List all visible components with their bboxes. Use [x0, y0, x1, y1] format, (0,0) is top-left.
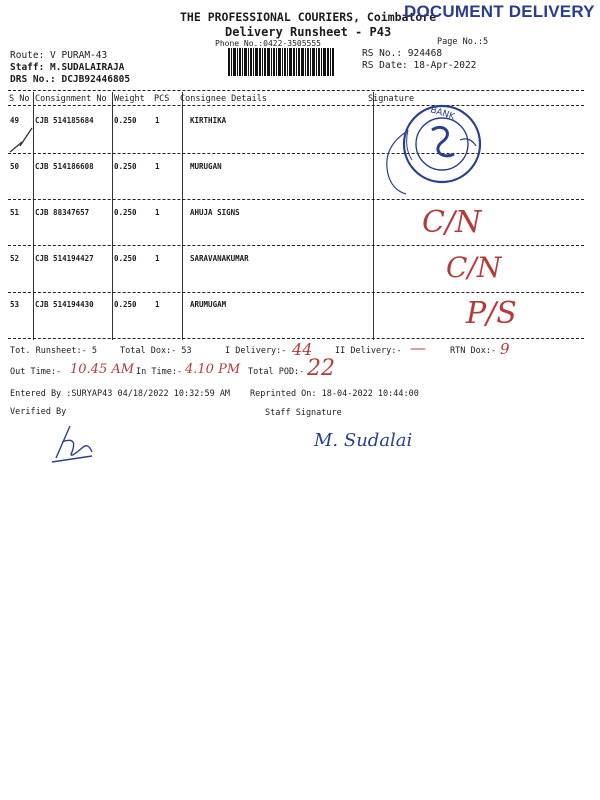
total-dox: Total Dox:- 53: [120, 346, 192, 356]
row-rule: [8, 153, 584, 154]
col-header-consignment: Consignment No: [35, 94, 107, 104]
ii-delivery-value: —: [410, 338, 426, 357]
staff-label: Staff: M.SUDALAIRAJA: [10, 62, 125, 73]
row-sno: 49: [10, 116, 20, 125]
col-divider: [182, 92, 183, 340]
staff-signature: M. Sudalai: [314, 430, 413, 451]
table-header-rule: [8, 105, 584, 106]
staff-signature-label: Staff Signature: [265, 408, 342, 418]
i-delivery-label: I Delivery:-: [225, 346, 287, 356]
col-divider: [112, 92, 113, 340]
row-pcs: 1: [155, 300, 160, 309]
in-time-value: 4.10 PM: [185, 362, 241, 377]
rtn-dox-label: RTN Dox:-: [450, 346, 497, 356]
row-sno: 52: [10, 254, 20, 263]
col-divider: [373, 92, 374, 340]
total-pod-label: Total POD:-: [248, 367, 305, 377]
phone-number: Phone No.:0422-3505555: [215, 39, 321, 48]
col-header-weight: Weight: [114, 94, 145, 104]
row-pcs: 1: [155, 116, 160, 125]
in-time-label: In Time:-: [136, 367, 183, 377]
document-delivery-stamp: DOCUMENT DELIVERY: [404, 2, 595, 21]
out-time-value: 10.45 AM: [70, 362, 135, 377]
handwritten-signature: C/N: [446, 251, 502, 284]
row-weight: 0.250: [114, 208, 137, 217]
row-consignment: CJB 514185684: [35, 116, 94, 125]
entered-by: Entered By :SURYAP43 04/18/2022 10:32:59 AM: [10, 389, 231, 399]
row-consignment: CJB 514186608: [35, 162, 94, 171]
signature-bracket: [380, 128, 410, 198]
row-consignee: SARAVANAKUMAR: [190, 254, 249, 263]
row-consignee: ARUMUGAM: [190, 300, 227, 309]
row-sno: 50: [10, 162, 20, 171]
row-weight: 0.250: [114, 162, 137, 171]
ii-delivery-label: II Delivery:-: [335, 346, 402, 356]
handwritten-signature: C/N: [422, 205, 482, 240]
col-header-consignee: Consignee Details: [180, 94, 267, 104]
company-title: THE PROFESSIONAL COURIERS, Coimbatore: [180, 10, 437, 24]
col-header-sno: S No: [9, 94, 30, 104]
row-sno: 53: [10, 300, 20, 309]
row-pcs: 1: [155, 162, 160, 171]
col-header-signature: Signature: [368, 94, 415, 104]
reprinted-on: Reprinted On: 18-04-2022 10:44:00: [250, 389, 419, 399]
handwritten-tick: [6, 120, 46, 160]
total-pod-value: 22: [307, 356, 335, 381]
row-sno: 51: [10, 208, 20, 217]
row-consignment: CJB 514194427: [35, 254, 94, 263]
total-runsheet: Tot. Runsheet:- 5: [10, 346, 97, 356]
row-consignee: MURUGAN: [190, 162, 222, 171]
route-label: Route: V PURAM-43: [10, 50, 108, 61]
handwritten-signature: P/S: [466, 296, 517, 331]
row-weight: 0.250: [114, 116, 137, 125]
verifier-signature: [48, 418, 106, 466]
drs-number: DRS No.: DCJB92446805: [10, 74, 131, 85]
row-weight: 0.250: [114, 254, 137, 263]
row-pcs: 1: [155, 254, 160, 263]
row-rule: [8, 245, 584, 246]
i-delivery-value: 44: [292, 340, 313, 359]
row-pcs: 1: [155, 208, 160, 217]
row-consignee: AHUJA SIGNS: [190, 208, 240, 217]
runsheet-title: Delivery Runsheet - P43: [225, 25, 392, 39]
verified-by-label: Verified By: [10, 407, 67, 417]
rtn-dox-value: 9: [500, 340, 510, 358]
out-time-label: Out Time:-: [10, 367, 62, 377]
bank-seal-stamp: [398, 100, 494, 188]
barcode-image: [228, 48, 334, 76]
row-rule: [8, 292, 584, 293]
row-weight: 0.250: [114, 300, 137, 309]
row-rule: [8, 199, 584, 200]
row-consignee: KIRTHIKA: [190, 116, 227, 125]
table-top-rule: [8, 90, 584, 91]
col-header-pcs: PCS: [154, 94, 170, 104]
row-consignment: CJB 88347657: [35, 208, 90, 217]
rs-date: RS Date: 18-Apr-2022: [362, 60, 477, 71]
table-bottom-rule: [8, 338, 584, 339]
row-consignment: CJB 514194430: [35, 300, 94, 309]
page-number: Page No.:5: [437, 37, 489, 47]
rs-number: RS No.: 924468: [362, 48, 443, 59]
seal-label: BANK: [428, 105, 456, 123]
